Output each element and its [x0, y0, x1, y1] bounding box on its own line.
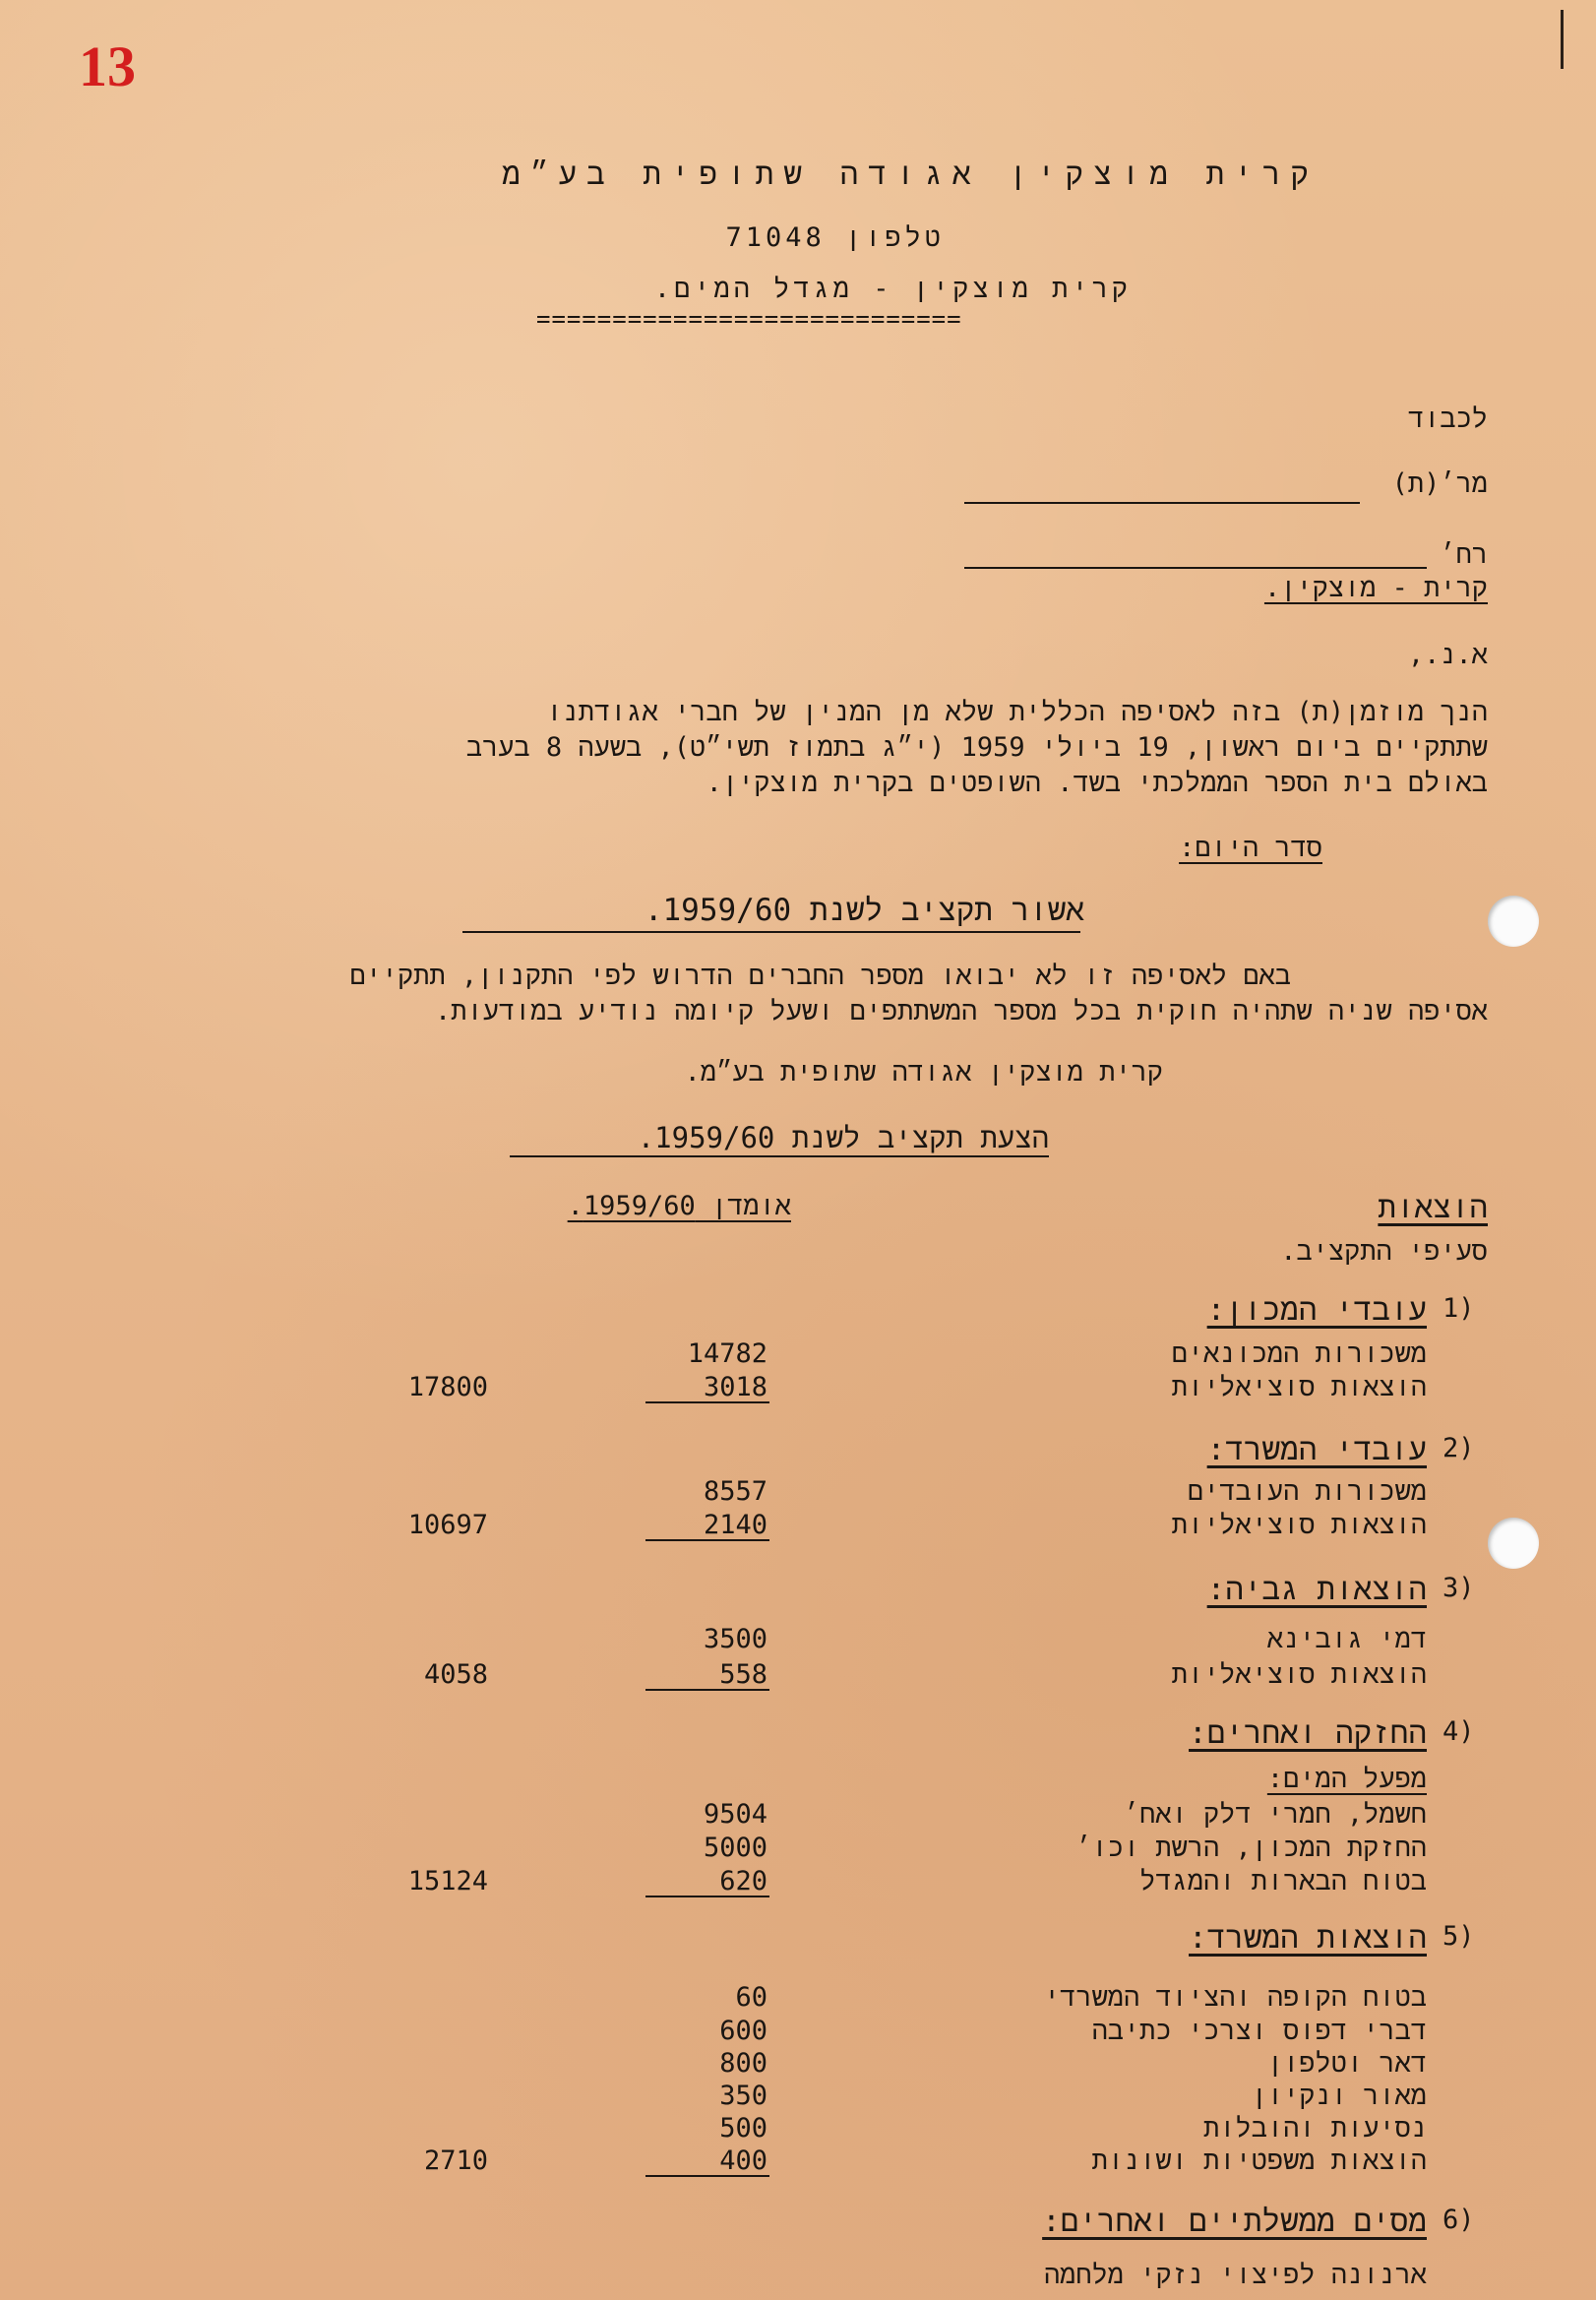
section-total: 17800 [407, 1372, 488, 1402]
punch-hole-lower [1488, 1518, 1539, 1569]
recipient-city: קרית - מוצקין. [1263, 573, 1488, 603]
agenda-label: סדר היום: [1179, 833, 1322, 863]
section-title: מסים ממשלתיים ואחרים: [1042, 2204, 1427, 2239]
item-label: הוצאות סוציאליות [1171, 1372, 1427, 1402]
budget-title: הצעת תקציב לשנת 1959/60. [637, 1121, 1049, 1154]
item-label: בטוח הקופה והציוד המשרדי [1043, 1982, 1427, 2013]
recipient-name-line [964, 502, 1360, 504]
estimate-column-label: אומדן 1959/60. [567, 1191, 791, 1221]
item-amount: 350 [719, 2081, 767, 2111]
subtotal-underline [645, 2175, 769, 2177]
item-label: הוצאות סוציאליות [1171, 1510, 1427, 1540]
subtotal-underline [645, 1539, 769, 1541]
section-number: 2) [1443, 1433, 1475, 1463]
section-title: עובדי המכון: [1206, 1292, 1427, 1328]
edge-mark [1561, 10, 1564, 69]
subtotal-underline [645, 1401, 769, 1403]
section-title: הוצאות גביה: [1206, 1572, 1427, 1607]
agenda-item-underline [462, 931, 1080, 933]
body-line-3: באולם בית הספר הממלכתי בשד. השופטים בקרית מוצקין. [706, 768, 1488, 798]
item-label: נסיעות והובלות [1203, 2113, 1427, 2144]
item-amount: 8557 [703, 1476, 767, 1507]
item-amount: 3018 [703, 1372, 767, 1402]
agenda-item: אשור תקציב לשנת 1959/60. [644, 893, 1084, 928]
budget-title-underline [510, 1155, 1049, 1157]
header-rule: ============================ [536, 305, 962, 333]
sections-label: סעיפי התקציב. [1280, 1236, 1488, 1267]
item-label: דברי דפוס וצרכי כתיבה [1091, 2016, 1427, 2046]
body-line-1: הנך מוזמן(ת) בזה לאסיפה הכללית שלא מן המנין של חברי אגודתנו [546, 697, 1488, 727]
item-amount: 600 [719, 2016, 767, 2046]
recipient-mr: מר׳(ת) [1391, 468, 1488, 499]
recipient-street: רח׳ [1440, 539, 1488, 570]
phone-line: טלפון 71048 [725, 222, 945, 253]
section-title: עובדי המשרד: [1206, 1432, 1427, 1467]
page-number: 13 [79, 34, 136, 98]
subtotal-underline [645, 1689, 769, 1691]
punch-hole-upper [1488, 896, 1539, 947]
body-line-2: שתתקיים ביום ראשון, 19 ביולי 1959 (י״ג בתמוז תשי״ט), בשעה 8 בערב [465, 732, 1488, 763]
item-label: מאור ונקיון [1251, 2081, 1427, 2111]
section-number: 3) [1443, 1573, 1475, 1603]
quorum-line-1: באם לאסיפה זו לא יבואו מספר החברים הדרוש לפי התקנון, תתקיים [349, 961, 1291, 991]
subtotal-underline [645, 1896, 769, 1897]
item-amount: 3500 [703, 1624, 767, 1654]
org-name: קרית מוצקין אגודה שתופית בע״מ [502, 156, 1319, 192]
item-amount: 14782 [687, 1338, 767, 1369]
section-total: 15124 [407, 1866, 488, 1896]
section-number: 6) [1443, 2205, 1475, 2235]
item-amount: 800 [719, 2048, 767, 2079]
item-label: ארנונה לפיצוי נזקי מלחמה [1043, 2260, 1427, 2290]
item-amount: 60 [735, 1982, 767, 2013]
item-amount: 400 [719, 2145, 767, 2176]
item-label: בטוח הבארות והמגדל [1139, 1866, 1427, 1896]
address-line: קרית מוצקין - מגדל המים. [653, 274, 1132, 304]
section-subtitle: מפעל המים: [1266, 1764, 1427, 1794]
item-amount: 620 [719, 1866, 767, 1896]
item-label: החזקת המכון, הרשת וכו׳ [1075, 1833, 1427, 1863]
item-label: משכורות העובדים [1187, 1476, 1427, 1507]
item-amount: 5000 [703, 1833, 767, 1863]
item-amount: 2140 [703, 1510, 767, 1540]
expenses-label: הוצאות [1378, 1190, 1488, 1225]
item-label: דאר וטלפון [1266, 2048, 1427, 2079]
section-total: 2710 [423, 2145, 488, 2176]
recipient-to: לכבוד [1407, 404, 1488, 434]
section-number: 4) [1443, 1716, 1475, 1747]
recipient-street-line [964, 567, 1427, 569]
item-amount: 558 [719, 1659, 767, 1690]
section-number: 1) [1443, 1293, 1475, 1324]
signature: קרית מוצקין אגודה שתופית בע״מ. [684, 1057, 1163, 1088]
section-title: החזקה ואחרים: [1189, 1715, 1427, 1751]
item-label: הוצאות משפטיות ושונות [1091, 2145, 1427, 2176]
section-title: הוצאות המשרד: [1189, 1920, 1427, 1956]
item-label: דמי גובינא [1266, 1624, 1427, 1654]
item-label: חשמל, חמרי דלק ואח׳ [1123, 1799, 1427, 1830]
section-total: 4058 [423, 1659, 488, 1690]
item-amount: 9504 [703, 1799, 767, 1830]
item-amount: 500 [719, 2113, 767, 2144]
section-number: 5) [1443, 1921, 1475, 1952]
section-total: 10697 [407, 1510, 488, 1540]
item-label: הוצאות סוציאליות [1171, 1659, 1427, 1690]
greeting: א.נ., [1407, 640, 1488, 670]
item-label: משכורות המכונאים [1171, 1338, 1427, 1369]
quorum-line-2: אסיפה שניה שתהיה חוקית בכל מספר המשתתפים ושעל קיומה נודיע במודעות. [435, 996, 1488, 1026]
